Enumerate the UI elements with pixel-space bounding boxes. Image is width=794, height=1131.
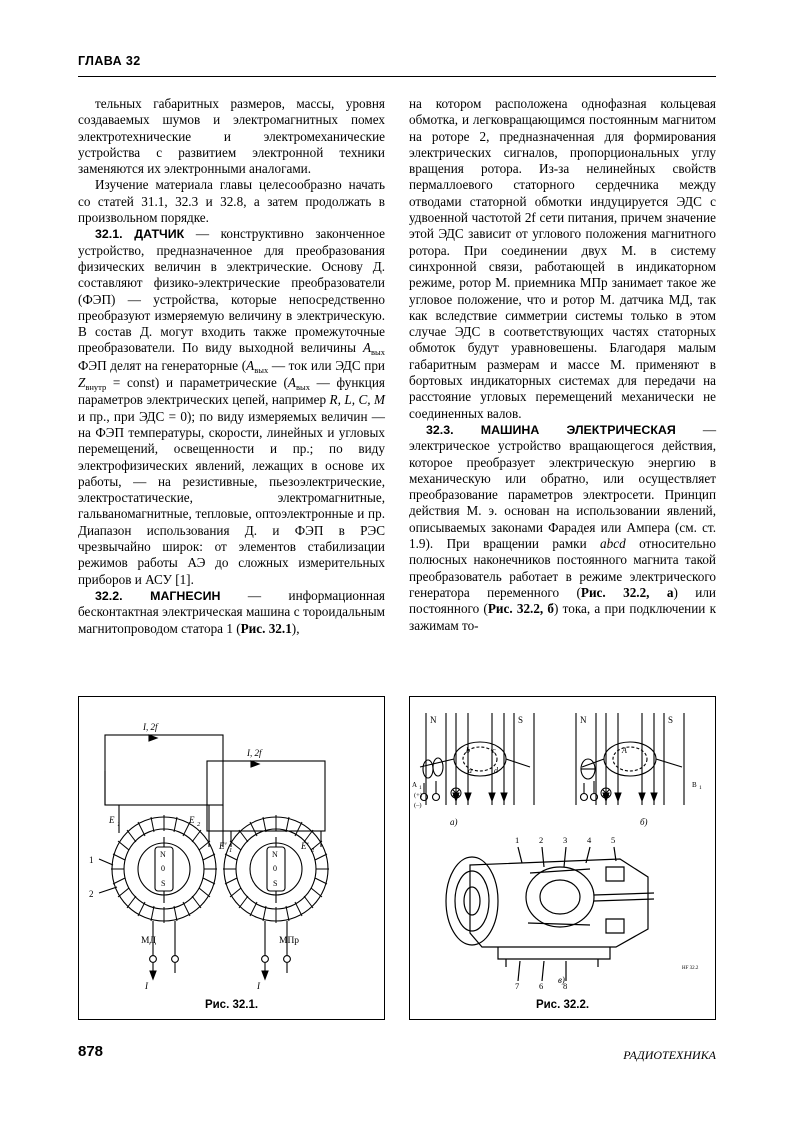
- label-rotor-S-left: S: [161, 879, 166, 888]
- label-A-right: A: [622, 746, 627, 755]
- chapter-header: ГЛАВА 32: [78, 54, 141, 68]
- symbol-A: A: [246, 357, 255, 373]
- section-body: — информационная бесконтактная электрическая машина с тороидальным магнитопроводом статора 1 (: [78, 587, 386, 636]
- svg-text:1: 1: [117, 821, 121, 828]
- label-minus: (–): [414, 802, 422, 809]
- callout-6: 6: [539, 981, 544, 991]
- label-item-1: 1: [89, 855, 94, 865]
- label-c-a: c: [492, 746, 496, 755]
- label-top-left: I, 2f: [143, 722, 158, 732]
- symbol-A-subscript: вых: [371, 347, 385, 358]
- label-current-right: I: [257, 981, 260, 991]
- section-body: — ток или ЭДС при: [268, 357, 385, 373]
- label-rotor-0-right: 0: [273, 864, 277, 873]
- section-body: ) тока, а при подключении к зажимам то-: [409, 601, 716, 633]
- right-column: [409, 96, 716, 637]
- figure-row: [78, 696, 716, 1020]
- callout-2: 2: [539, 835, 544, 845]
- header-divider: [78, 76, 716, 77]
- paragraph: [409, 96, 716, 422]
- label-plus: (+): [414, 792, 422, 799]
- label-rotor-0-left: 0: [161, 864, 165, 873]
- callout-8: 8: [563, 981, 568, 991]
- section-body: ) или постоянного (: [409, 584, 716, 617]
- callout-1: 1: [515, 835, 520, 845]
- label-rotor-S-right: S: [273, 879, 278, 888]
- section-heading: 32.3. МАШИНА ЭЛЕКТРИЧЕСКАЯ: [426, 422, 676, 437]
- label-E1: E: [109, 815, 115, 825]
- section-32-3: [409, 422, 716, 634]
- text-columns: [78, 96, 716, 637]
- left-column: [78, 96, 385, 637]
- section-body: — конструктивно законченное устройство, предназначенное для преобразования физических величин в электрические. Основу Д. составляют физико-электрические преобразователи (ФЭП) — устройства, которые непосредственно преобразуют измеряемую величину в электрическую. В состав Д. могут входить также промежуточные преобразователи. По виду выходной величины: [78, 226, 385, 356]
- label-rotor-N-right: N: [272, 850, 278, 859]
- label-S-left: S: [518, 715, 524, 725]
- label-v-sub: в): [558, 975, 565, 985]
- figure-32-2-caption: Рис. 32.2.: [535, 999, 590, 1011]
- section-32-2: [78, 588, 385, 637]
- callout-5: 5: [611, 835, 616, 845]
- section-body: = const) и параметрические (: [106, 375, 288, 391]
- svg-text:2: 2: [311, 847, 315, 854]
- section-body: относительно полюсных наконечников постоянного магнита такой преобразователь работает в режиме электрического генератора переменного (: [409, 536, 716, 600]
- section-body: ),: [291, 620, 300, 636]
- footer-section: РАДИОТЕХНИКА: [623, 1048, 716, 1062]
- svg-text:1: 1: [229, 847, 233, 854]
- label-mpr: МПр: [279, 936, 300, 946]
- label-top-right: I, 2f: [247, 748, 262, 758]
- label-E2p: E': [301, 841, 309, 851]
- label-item-2: 2: [89, 889, 94, 899]
- section-body: ФЭП делят на генераторные (: [78, 357, 247, 373]
- label-b-sub: б): [640, 817, 648, 827]
- label-a-a: a: [468, 766, 472, 775]
- paragraph-text: на котором расположена однофазная кольцевая обмотка, и легковращающимся постоянным магнитом на роторе 2, предназначенная для формирования электрических сигналов, пропорциональных углу вращения ротора. Из-за нелинейных свойств пермаллоевого статорного сердечника между отводами статорной обмотки индуцируется ЭДС с удвоенной частотой 2f сети питания, причем значение этой ЭДС зависит от углового положения магнитного ротора. При соединении двух М. в систему синхронной связи, работающей в индикаторном режиме, ротор М. приемника МПр занимает такое же угловое положение, что и ротор М. датчика МД, так как вследствие симметрии системы только в этом случае ЭДС в соответствующих частях статорных обмоток будут уравновешены. Благодаря малым габаритным размерам и массе М. применяют в бортовых индикаторных системах для передачи на расстояние угловых перемещений механически не соединенных валов.: [409, 96, 716, 421]
- label-b-a: b: [466, 746, 470, 755]
- label-S-right: S: [668, 715, 674, 725]
- symbol-A: A: [362, 340, 372, 356]
- figure-reference: Рис. 32.2, б: [487, 601, 555, 617]
- section-heading: 32.2. МАГНЕСИН: [95, 588, 221, 603]
- label-A1: A: [412, 781, 418, 789]
- section-32-1: [78, 226, 385, 588]
- label-md: МД: [141, 936, 156, 946]
- label-N-left: N: [430, 715, 437, 725]
- section-body: — электрическое устройство вращающегося действия, которое преобразует электрическую энергию в механическую или обратно, или осуществляет преобразование параметров электросети. Принцип действия М. э. основан на использовании явлений, описываемых законами Фарадея или Ампера (см. ст. 1.9). При вращении рамки: [409, 421, 716, 552]
- figure-reference: Рис. 32.2, а: [580, 584, 674, 600]
- label-a-sub: а): [450, 817, 458, 827]
- symbol-A-subscript: вых: [254, 364, 269, 375]
- symbol-rlcm: R, L, C, M: [329, 392, 385, 408]
- svg-text:1: 1: [419, 785, 422, 791]
- svg-text:2: 2: [197, 821, 201, 828]
- paragraph-text: тельных габаритных размеров, массы, уровня создаваемых шумов и электромагнитных помех электротехнические и электромеханические устройства с развитием электронной техники заменяются их электронными аналогами.: [78, 96, 385, 177]
- symbol-A-subscript: вых: [295, 382, 310, 393]
- label-rotor-N-left: N: [160, 850, 166, 859]
- figure-corner-code: HF 32.2: [682, 966, 699, 971]
- callout-4: 4: [587, 835, 592, 845]
- figure-32-2-drawing: [410, 697, 714, 997]
- symbol-Z: Z: [78, 375, 86, 391]
- callout-3: 3: [563, 835, 568, 845]
- label-E2: E: [189, 815, 195, 825]
- callout-7: 7: [515, 981, 520, 991]
- label-N-right: N: [580, 715, 587, 725]
- figure-32-1-caption: Рис. 32.1.: [204, 999, 259, 1011]
- paragraph: [78, 96, 385, 177]
- label-E1p: E': [219, 841, 227, 851]
- svg-text:1: 1: [699, 785, 702, 791]
- symbol-abcd: abcd: [600, 536, 626, 552]
- section-body: и пр., при ЭДС = 0); по виду измеряемых величин — на ФЭП температуры, скорости, линейных и угловых перемещений, освещенности и пр.; по виду электрофизических явлений, лежащих в основе их работы, — на резистивные, пьезоэлектрические, электростатические, электромагнитные, гальваномагнитные, тепловые, оптоэлектронные и пр. Диапазон использования Д. и ФЭП в РЭС чрезвычайно широк: от элементов стабилизации режимов работы АЭ до сложных измерительных приборов и АСУ [1].: [78, 408, 385, 587]
- page-number: 878: [78, 1043, 104, 1060]
- paragraph: [78, 177, 385, 226]
- paragraph-text: Изучение материала главы целесообразно начать со статей 31.1, 32.3 и 32.8, а затем продолжать в произвольном порядке.: [78, 177, 385, 226]
- label-B1: B: [692, 781, 697, 789]
- section-body: — функция параметров электрических цепей, например: [78, 375, 385, 408]
- section-heading: 32.1. ДАТЧИК: [95, 227, 185, 242]
- figure-32-1: [78, 696, 385, 1020]
- label-d-a: d: [494, 766, 498, 775]
- figure-32-2: [409, 696, 716, 1020]
- figure-32-1-drawing: [79, 697, 383, 997]
- symbol-Z-subscript: внутр: [85, 382, 107, 393]
- label-current-left: I: [145, 981, 148, 991]
- symbol-A: A: [287, 375, 296, 391]
- figure-reference: Рис. 32.1: [240, 620, 292, 636]
